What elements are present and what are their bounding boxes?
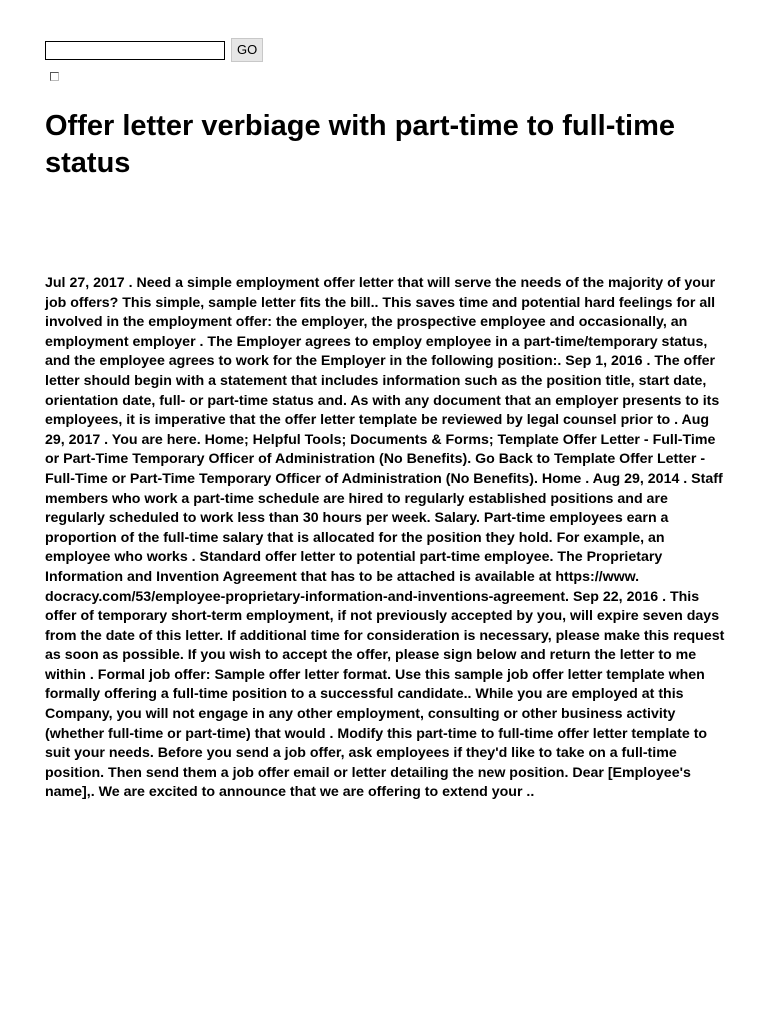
search-input[interactable] bbox=[45, 41, 225, 60]
page-title: Offer letter verbiage with part-time to full-time status bbox=[45, 110, 676, 179]
article-body: Jul 27, 2017 . Need a simple employment offer letter that will serve the needs of the majority of your job offers? This simple, sample letter fits the bill.. This saves time and potential hard feelings for all involved in the employment offer: the employer, the prospective employee and occasionally, an employment employer . The Employer agrees to employ employee in a part-time/temporary status, and the employee agrees to work for the Employer in the following position:. Sep 1, 2016 . The offer letter should begin with a statement that includes information such as the position title, start date, orientation date, full- or part-time status and. As with any document that an employer presents to its employees, it is imperative that the offer letter template be reviewed by legal counsel prior to . Aug 29, 2017 . You are here. Home; Helpful Tools; Documents & Forms; Template Offer Letter - Full-Time or Part-Time Temporary Officer of Administration (No Benefits). Go Back to Template Offer Letter - Full-Time or Part-Time Temporary Officer of Administration (No Benefits). Home . Aug 29, 2014 . Staff members who work a part-time schedule are hired to regularly established positions and are regularly scheduled to work less than 30 hours per week. Salary. Part-time employees earn a proportion of the full-time salary that is allocated for the position they hold. For example, an employee who works . Standard offer letter to potential part-time employee. The Proprietary Information and Invention Agreement that has to be attached is available at https://www. docracy.com/53/employee-proprietary-information-and-inventions-agreement. Sep 22, 2016 . This offer of temporary short-term employment, if not previously accepted by you, will expire seven days from the date of this letter. If additional time for consideration is necessary, please make this request as soon as possible. If you wish to accept the offer, please sign below and return the letter to me within . Formal job offer: Sample offer letter format. Use this sample job offer letter template when formally offering a full-time position to a successful candidate.. While you are employed at this Company, you will not engage in any other employment, consulting or other business activity (whether full-time or part-time) that would . Modify this part-time to full-time offer letter template to suit your needs. Before you send a job offer, ask employees if they'd like to take on a full-time position. Then send them a job offer email or letter detailing the new position. Dear [Employee's name],. We are excited to announce that we are offering to extend your .. bbox=[45, 275, 725, 801]
go-button[interactable]: GO bbox=[231, 38, 263, 62]
search-bar bbox=[45, 38, 263, 62]
checkbox[interactable] bbox=[50, 72, 59, 81]
